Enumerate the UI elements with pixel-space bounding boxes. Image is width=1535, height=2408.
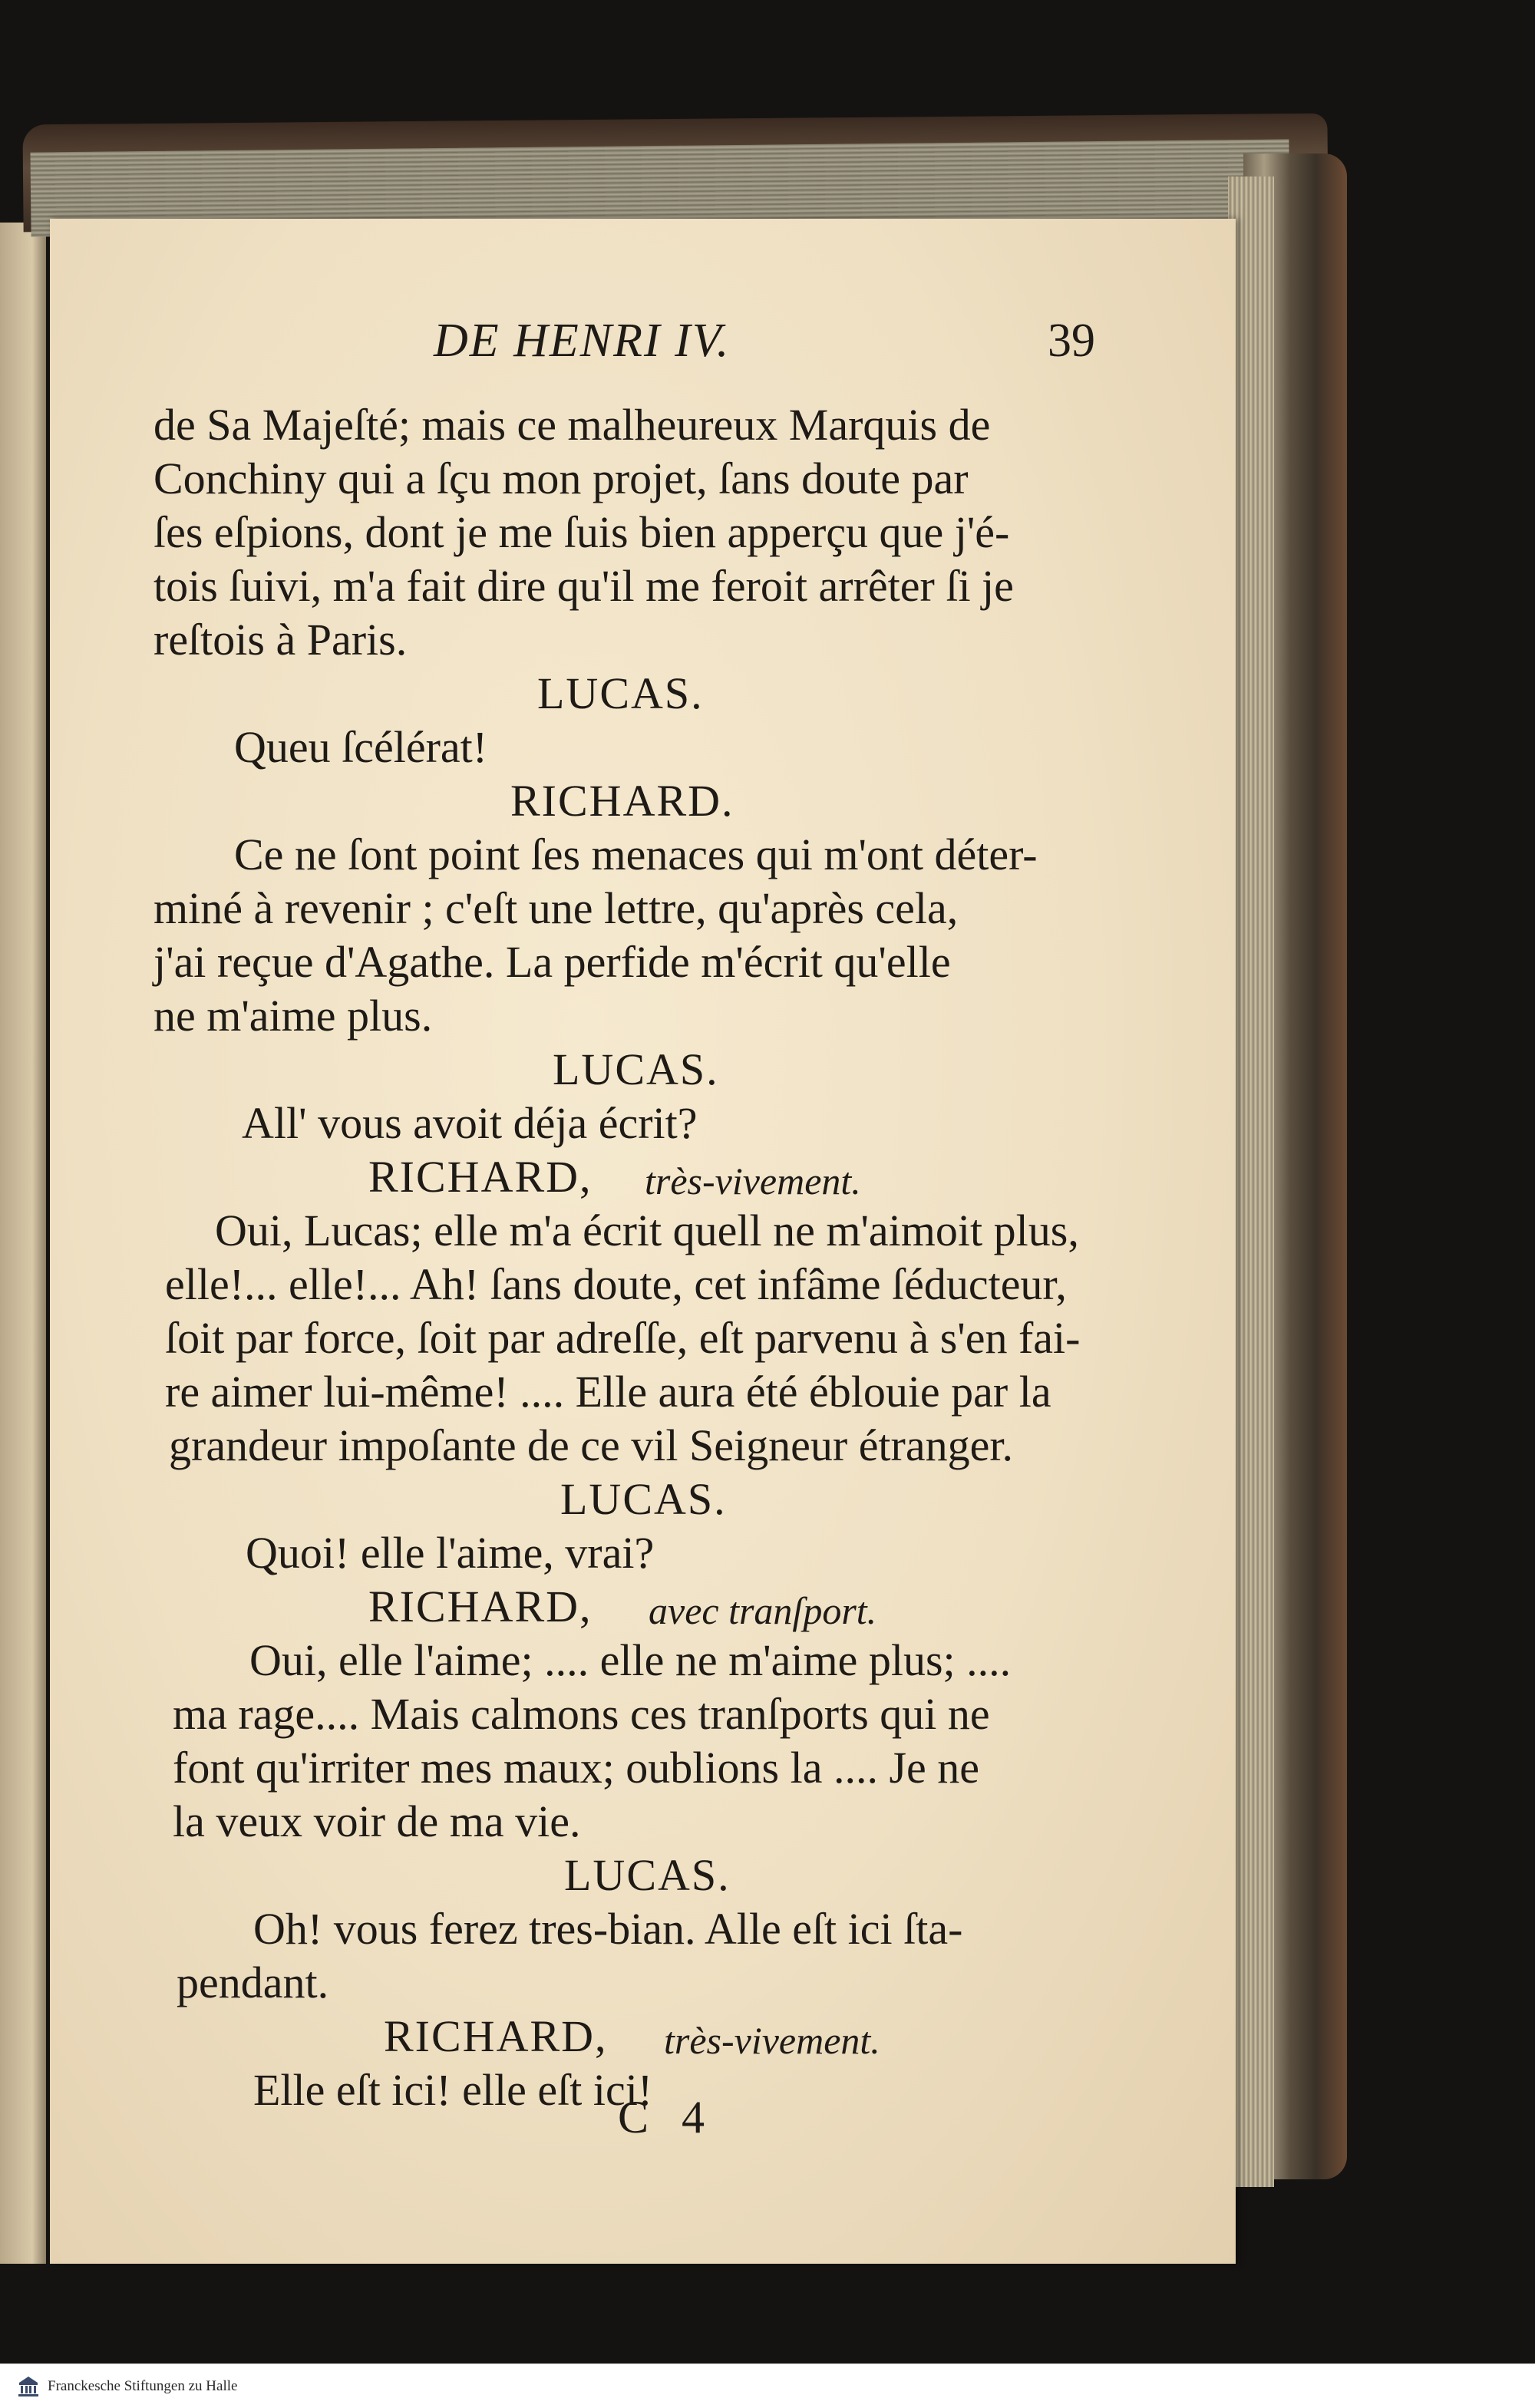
left-page-edge — [0, 223, 46, 2264]
text-line: All' vous avoit déja écrit? — [242, 1098, 698, 1148]
text-line: tois ſuivi, m'a fait dire qu'il me feroit arrêter ſi je — [154, 561, 1014, 611]
text-line: Elle eſt ici! elle eſt ici! — [253, 2065, 653, 2115]
text-line: Oui, elle l'aime; .... elle ne m'aime plus; .... — [249, 1635, 1012, 1685]
speaker-richard: RICHARD, — [368, 1582, 593, 1631]
speaker-lucas: LUCAS. — [564, 1850, 731, 1900]
text-line: j'ai reçue d'Agathe. La perfide m'écrit qu'elle — [154, 937, 951, 987]
speaker-lucas: LUCAS. — [560, 1474, 727, 1524]
text-line: miné à revenir ; c'eſt une lettre, qu'après cela, — [154, 883, 959, 933]
text-line: Queu ſcélérat! — [234, 722, 488, 772]
text-line: re aimer lui-même! .... Elle aura été éblouie par la — [165, 1367, 1051, 1417]
text-line: ſes eſpions, dont je me ſuis bien apperçu que j'é- — [154, 507, 1010, 557]
text-line: pendant. — [177, 1958, 329, 2007]
speaker-lucas: LUCAS. — [537, 668, 704, 718]
text-line: ſoit par force, ſoit par adreſſe, eſt parvenu à s'en fai- — [165, 1313, 1081, 1363]
text-line: elle!... elle!... Ah! ſans doute, cet infâme ſéducteur, — [165, 1259, 1067, 1309]
text-line: reſtois à Paris. — [154, 615, 408, 665]
text-line: font qu'irriter mes maux; oublions la .... Je ne — [173, 1743, 980, 1793]
text-line: ma rage.... Mais calmons ces tranſports qui ne — [173, 1689, 990, 1739]
text-line: Conchiny qui a ſçu mon projet, ſans doute par — [154, 454, 969, 503]
speaker-lucas: LUCAS. — [553, 1044, 719, 1094]
text-line: Ce ne ſont point ſes menaces qui m'ont déter- — [234, 830, 1038, 879]
stage-direction: avec tranſport. — [649, 1589, 877, 1632]
signature-mark: C 4 — [618, 2092, 716, 2142]
text-line: ne m'aime plus. — [154, 991, 433, 1041]
speaker-richard: RICHARD, — [384, 2011, 608, 2061]
stage-direction: très-vivement. — [664, 2019, 880, 2062]
running-head: DE HENRI IV. — [434, 315, 731, 367]
text-line: Quoi! elle l'aime, vrai? — [246, 1528, 655, 1578]
speaker-richard: RICHARD. — [510, 776, 734, 826]
text-line: grandeur impoſante de ce vil Seigneur étranger. — [169, 1420, 1013, 1470]
institution-name: Franckesche Stiftungen zu Halle — [48, 2378, 238, 2394]
speaker-richard: RICHARD, — [368, 1152, 593, 1202]
footer-bar — [0, 2363, 1535, 2408]
text-line: Oh! vous ferez tres-bian. Alle eſt ici ſta- — [253, 1904, 963, 1954]
page-number: 39 — [1048, 315, 1095, 367]
stage-direction: très-vivement. — [645, 1159, 861, 1202]
institution-logo-icon — [17, 2375, 40, 2398]
text-line: de Sa Majeſté; mais ce malheureux Marquis de — [154, 400, 991, 450]
text-line: Oui, Lucas; elle m'a écrit quell ne m'aimoit plus, — [215, 1206, 1079, 1255]
text-line: la veux voir de ma vie. — [173, 1796, 581, 1846]
